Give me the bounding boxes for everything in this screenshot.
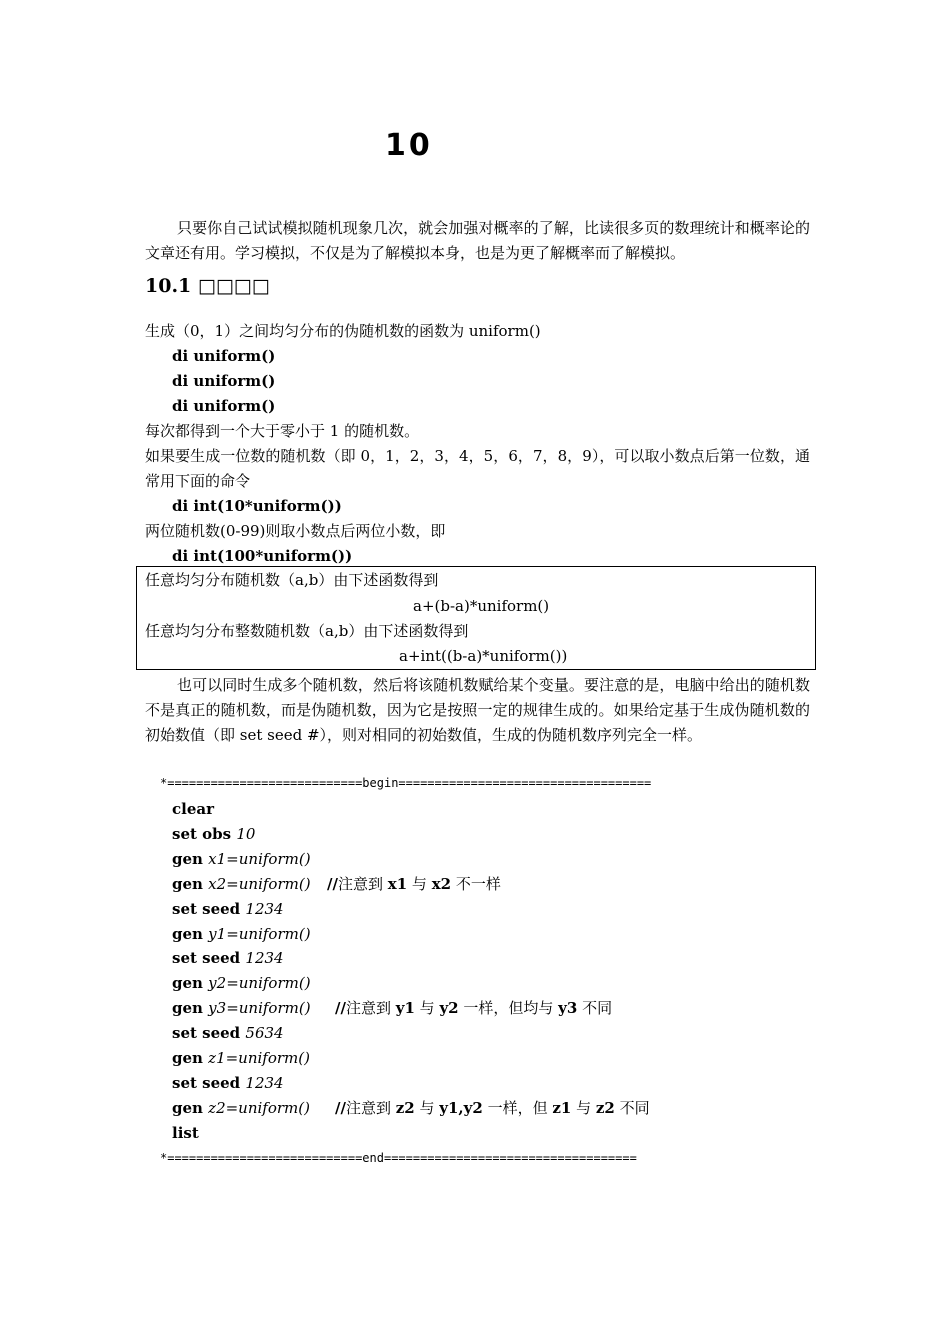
- end-rule: *===========================end===================================: [160, 1151, 637, 1165]
- code-keyword: set obs: [172, 824, 232, 843]
- code-argument: x1=uniform(): [208, 849, 311, 868]
- code-keyword: set seed: [172, 899, 241, 918]
- code-line: [172, 1071, 284, 1096]
- code-argument: 1234: [245, 949, 284, 968]
- begin-rule: *===========================begin===================================: [160, 776, 652, 790]
- code-comment: [327, 872, 501, 897]
- command-line: di uniform(): [172, 372, 276, 390]
- comment-fragment: 注意到: [337, 874, 388, 893]
- code-line: [172, 822, 255, 847]
- intro-paragraph: 只要你自己试试模拟随机现象几次，就会加强对概率的了解，比读很多页的数理统计和概率论的文章还有用。学习模拟，不仅是为了解模拟本身，也是为更了解概率而了解模拟。: [145, 219, 810, 262]
- code-argument: 1234: [245, 899, 284, 918]
- code-line: [172, 1096, 650, 1121]
- command-line: di uniform(): [172, 397, 276, 415]
- code-line: [172, 1046, 310, 1071]
- command-line: di uniform(): [172, 347, 276, 365]
- box-text-line: 任意均匀分布整数随机数（a,b）由下述函数得到: [145, 622, 469, 640]
- box-formula: a+(b-a)*uniform(): [413, 597, 550, 615]
- comment-fragment: y3: [558, 999, 578, 1018]
- code-argument: y1=uniform(): [208, 924, 311, 943]
- comment-fragment: 与: [407, 874, 432, 893]
- command-line: di int(100*uniform()): [172, 547, 353, 565]
- comment-fragment: y1: [395, 999, 415, 1018]
- code-keyword: gen: [172, 974, 203, 993]
- code-keyword: gen: [172, 924, 203, 943]
- code-line: [172, 922, 311, 947]
- code-keyword: gen: [172, 1049, 203, 1067]
- code-line: [172, 897, 284, 922]
- comment-fragment: //: [327, 874, 338, 893]
- one-digit-paragraph: 如果要生成一位数的随机数（即 0，1，2，3，4，5，6，7，8，9），可以取小数点后第一位数，通常用下面的命令: [145, 447, 810, 490]
- code-comment: [335, 1096, 650, 1121]
- comment-fragment: z2: [395, 1098, 415, 1117]
- code-argument: 1234: [245, 1073, 284, 1092]
- code-keyword: set seed: [172, 949, 241, 968]
- comment-fragment: 与: [571, 1098, 596, 1117]
- code-keyword: gen: [172, 849, 203, 868]
- comment-fragment: 不同: [577, 999, 613, 1018]
- code-keyword: gen: [172, 1098, 203, 1117]
- box-formula: a+int((b-a)*uniform()): [399, 647, 568, 665]
- chapter-title: 10: [385, 128, 433, 163]
- section-heading: 10.1 □□□□: [145, 275, 270, 297]
- each-time-line: 每次都得到一个大于零小于 1 的随机数。: [145, 422, 420, 440]
- code-line: [172, 946, 284, 971]
- code-keyword: list: [172, 1123, 199, 1142]
- code-keyword: clear: [172, 800, 214, 818]
- box-text-line: 任意均匀分布随机数（a,b）由下述函数得到: [145, 571, 439, 589]
- two-digit-line: 两位随机数(0-99)则取小数点后两位小数，即: [145, 522, 446, 540]
- comment-fragment: //: [335, 1098, 346, 1117]
- comment-fragment: 与: [414, 1098, 440, 1117]
- comment-fragment: z2: [595, 1098, 615, 1117]
- code-line: [172, 971, 311, 996]
- comment-fragment: 注意到: [345, 1098, 396, 1117]
- code-keyword: gen: [172, 999, 203, 1018]
- comment-fragment: 一样，但均与: [458, 999, 559, 1018]
- code-argument: x2=uniform(): [208, 874, 311, 893]
- comment-fragment: x1: [387, 874, 408, 893]
- code-line: [172, 872, 501, 897]
- code-keyword: set seed: [172, 1024, 241, 1043]
- comment-fragment: y1,y2: [439, 1098, 483, 1117]
- code-keyword: gen: [172, 874, 203, 893]
- code-line: [172, 1121, 199, 1146]
- code-argument: 10: [236, 824, 256, 843]
- code-comment: [335, 996, 612, 1021]
- code-keyword: set seed: [172, 1073, 241, 1092]
- comment-fragment: //: [335, 999, 346, 1018]
- comment-fragment: z1: [552, 1098, 572, 1117]
- code-line: [172, 797, 214, 822]
- code-argument: y3=uniform(): [208, 999, 311, 1018]
- code-line: [172, 847, 311, 872]
- code-line: [172, 1021, 284, 1046]
- comment-fragment: y2: [439, 999, 459, 1018]
- comment-fragment: 注意到: [345, 999, 396, 1018]
- code-argument: y2=uniform(): [208, 974, 311, 993]
- comment-fragment: 不同: [614, 1098, 650, 1117]
- code-argument: z1=uniform(): [208, 1049, 310, 1067]
- code-argument: z2=uniform(): [208, 1098, 310, 1117]
- formula-box: [136, 566, 816, 670]
- seed-paragraph: 也可以同时生成多个随机数，然后将该随机数赋给某个变量。要注意的是，电脑中给出的随机数不是真正的随机数，而是伪随机数，因为它是按照一定的规律生成的。如果给定基于生成伪随机数的初始数值（即 set seed #），则对相同的初始数值，生成的伪随机数序列完全一样。: [145, 676, 810, 744]
- comment-fragment: 一样，但: [482, 1098, 553, 1117]
- comment-fragment: 与: [414, 999, 440, 1018]
- uniform-intro-line: 生成（0，1）之间均匀分布的伪随机数的函数为 uniform(): [145, 322, 541, 340]
- code-argument: 5634: [245, 1024, 284, 1043]
- command-line: di int(10*uniform()): [172, 497, 342, 515]
- code-line: [172, 996, 613, 1021]
- comment-fragment: 不一样: [451, 874, 501, 893]
- comment-fragment: x2: [431, 874, 452, 893]
